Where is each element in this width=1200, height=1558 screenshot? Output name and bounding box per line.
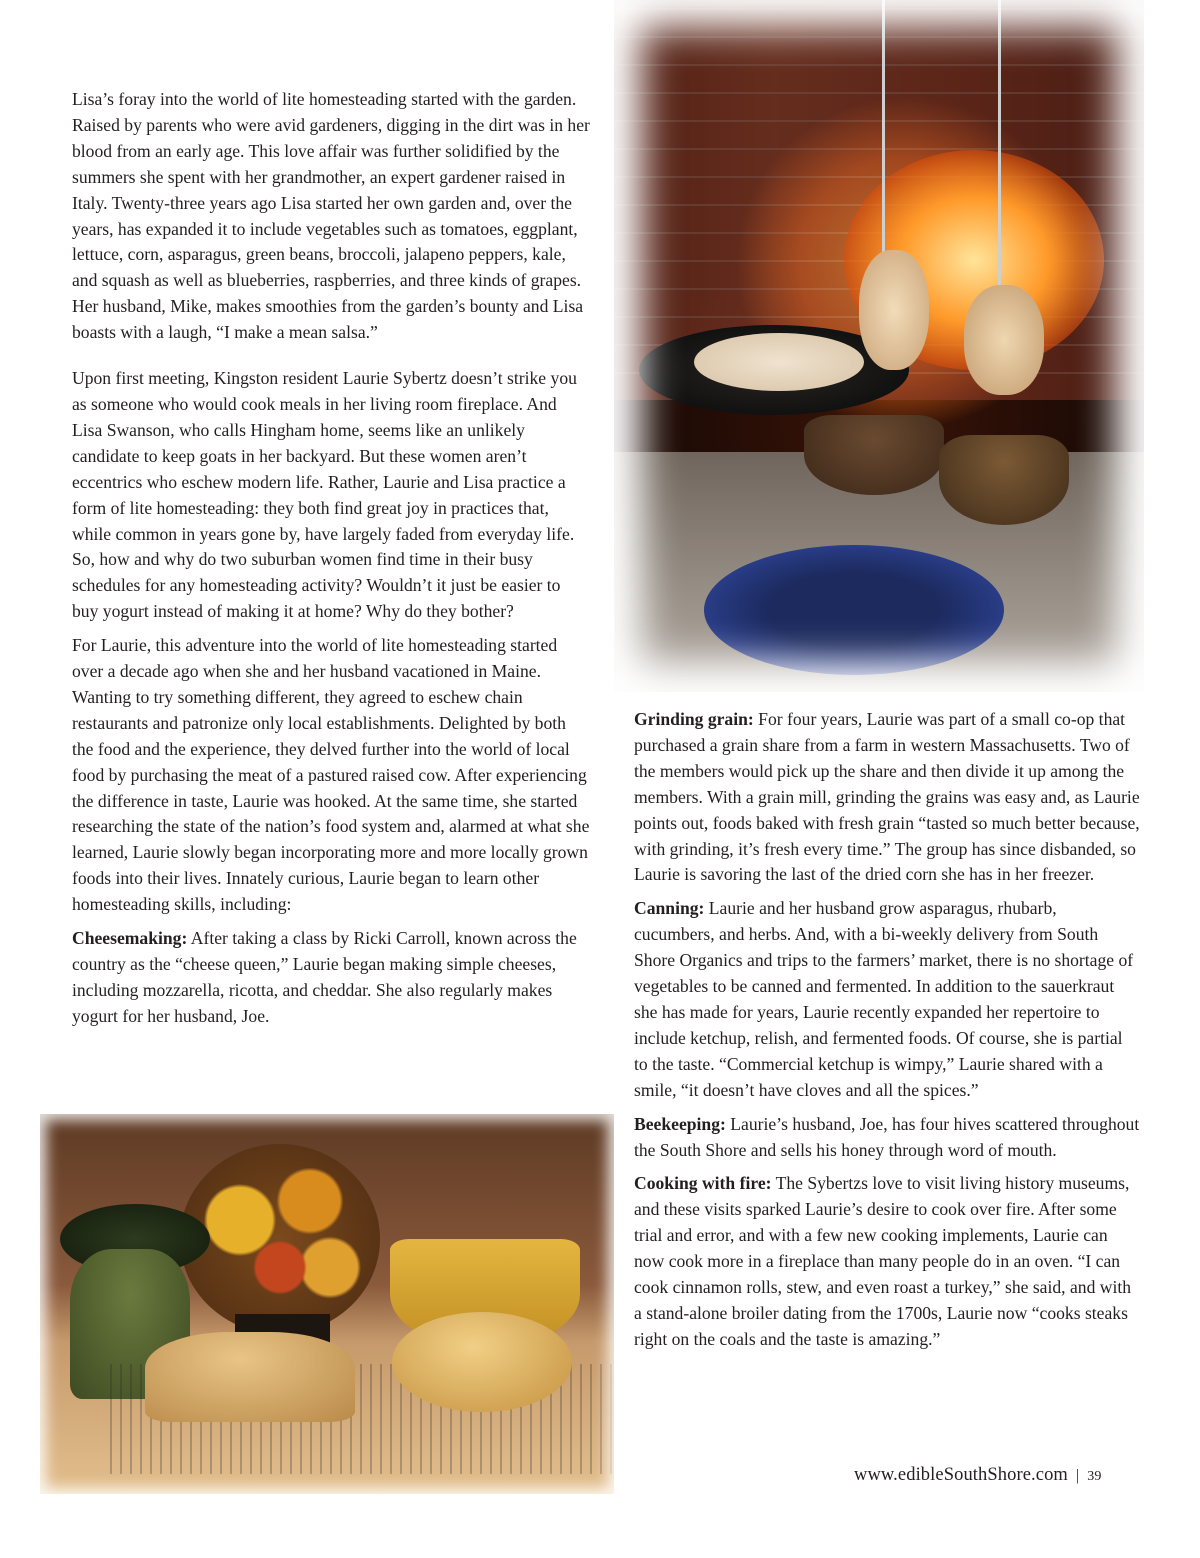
left-text-column xyxy=(72,87,590,1030)
paragraph-lisa-garden: Lisa’s foray into the world of lite homesteading started with the garden. Raised by parents who were avid gardeners, digging in the dirt was in her blood from an early age. This love affair was further solidified by the summers she spent with her grandmother, an expert gardener raised in Italy. Twenty-three years ago Lisa started her own garden and, over the years, has expanded it to include vegetables such as tomatoes, eggplant, lettuce, corn, asparagus, green beans, broccoli, jalapeno peppers, kale, and squash as well as blueberries, raspberries, and three kinds of grapes. Her husband, Mike, makes smoothies from the garden’s bounty and Lisa boasts with a laugh, “I make a mean salsa.” xyxy=(72,89,590,343)
cooking-with-fire-text: The Sybertzs love to visit living history museums, and these visits sparked Laurie’s desire to cook over fire. After some trial and error, and with a few new cooking implements, Laurie can now cook more in a fireplace than many people do in an oven. “I can cook cinnamon rolls, stew, and even roast a turkey,” she said, and with a stand-alone broiler dating from the 1700s, Laurie now “cooks steaks right on the coals and the taste is amazing.” xyxy=(634,1173,1132,1349)
footer-separator: | xyxy=(1075,1467,1080,1484)
canning-text: Laurie and her husband grow asparagus, rhubarb, cucumbers, and herbs. And, with a bi-weekly delivery from South Shore Organics and trips to the farmers’ market, there is no shortage of vegetables to be canned and fermented. In addition to the sauerkraut she has made for years, Laurie recently expanded her repertoire to include ketchup, relish, and fermented foods. Of course, she is partial to the taste. “Commercial ketchup is wimpy,” Laurie shared with a smile, “it doesn’t have cloves and all the spices.” xyxy=(634,898,1134,1100)
paragraph-canning xyxy=(634,896,1140,1103)
paragraph-beekeeping xyxy=(634,1112,1140,1164)
paragraph-intro: Upon first meeting, Kingston resident Laurie Sybertz doesn’t strike you as someone who would cook meals in her living room fireplace. And Lisa Swanson, who calls Hingham home, seems like an unlikely candidate to keep goats in her backyard. But these women aren’t eccentrics who eschew modern life. Rather, Laurie and Lisa practice a form of lite homesteading: they both find great joy in practices that, while common in years gone by, have largely faded from everyday life. So, how and why do two suburban women find time in their busy schedules for any homesteading activity? Wouldn’t it just be easier to buy yogurt instead of making it at home? Why do they bother? xyxy=(72,368,577,622)
grinding-grain-heading: Grinding grain: xyxy=(634,709,754,729)
grinding-grain-text: For four years, Laurie was part of a small co-op that purchased a grain share from a farm in western Massachusetts. Two of the members would pick up the share and then divide it up among the members. With a grain mill, grinding the grains was easy and, as Laurie points out, foods baked with fresh grain “tasted so much better because, with grinding, it’s fresh every time.” The group has since disbanded, so Laurie is savoring the last of the dried corn she has in her freezer. xyxy=(634,709,1140,885)
cheesemaking-text: After taking a class by Ricki Carroll, known across the country as the “cheese queen,” Laurie began making simple cheeses, including mozzarella, ricotta, and cheddar. She also regularly makes yogurt for her husband, Joe. xyxy=(72,928,577,1026)
cheesemaking-heading: Cheesemaking: xyxy=(72,928,188,949)
canning-heading: Canning: xyxy=(634,898,705,919)
website-url[interactable]: www.edibleSouthShore.com xyxy=(854,1465,1068,1485)
fireplace-cooking-photo xyxy=(614,0,1144,692)
beekeeping-text: Laurie’s husband, Joe, has four hives scattered throughout the South Shore and sells his honey through word of mouth. xyxy=(634,1113,1140,1160)
paragraph-cooking-with-fire xyxy=(634,1171,1140,1352)
page-footer xyxy=(854,1463,1101,1489)
homemade-bread-photo xyxy=(40,1114,614,1494)
paragraph-laurie-adventure: For Laurie, this adventure into the world of lite homesteading started over a decade ago when she and her husband vacationed in Maine. Wanting to try something different, they agreed to eschew chain restaurants and patronize only local establishments. Delighted by both the food and the experience, they delved further into the world of local food by purchasing the meat of a pastured raised cow. After experiencing the difference in taste, Laurie was hooked. At the same time, she started researching the state of the nation’s food system and, alarmed at what she learned, Laurie slowly began incorporating more and more locally grown foods into their lives. Innately curious, Laurie began to learn other homesteading skills, including: xyxy=(72,635,590,915)
cooking-with-fire-heading: Cooking with fire: xyxy=(634,1173,772,1194)
beekeeping-heading: Beekeeping: xyxy=(634,1113,726,1134)
paragraph-grinding-grain xyxy=(634,707,1140,888)
page-number: 39 xyxy=(1087,1469,1102,1484)
right-text-column xyxy=(634,707,1140,1353)
paragraph-cheesemaking xyxy=(72,926,590,1030)
